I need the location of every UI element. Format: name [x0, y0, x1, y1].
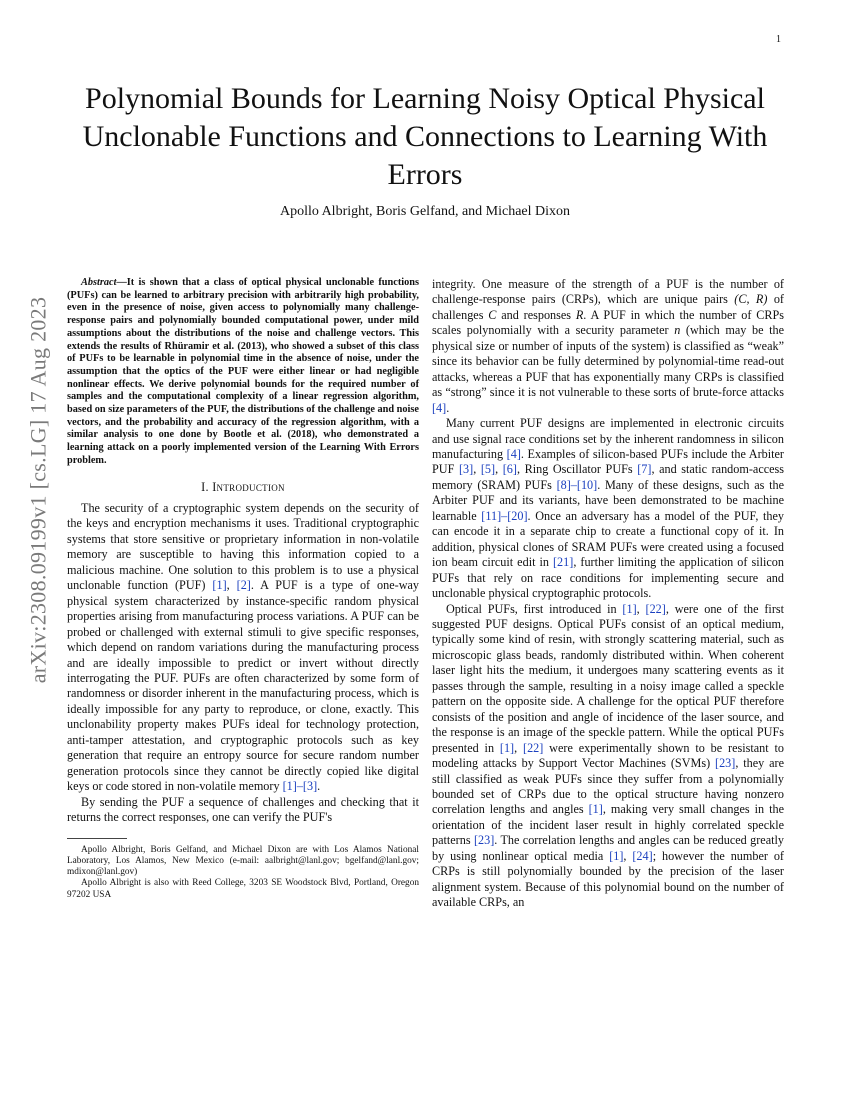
citation-link[interactable]: [8]–[10] [556, 477, 598, 492]
citation-link[interactable]: [23] [473, 833, 495, 848]
citation-link[interactable]: [1] [499, 740, 515, 755]
abstract [67, 277, 419, 468]
arxiv-identifier: arXiv:2308.09199v1 [cs.LG] 17 Aug 2023 [25, 296, 50, 684]
math-inline: C [488, 307, 497, 322]
citation-link[interactable]: [7] [637, 462, 652, 477]
citation-link[interactable]: [21] [553, 555, 574, 570]
math-inline: (C, R) [734, 292, 768, 307]
citation-link[interactable]: [3] [458, 462, 474, 477]
footnote-affiliation: Apollo Albright, Boris Gelfand, and Michael Dixon are with Los Alamos National Laboratory, Los Alamos, New Mexico (e-mail: aalbright@lanl.gov; bgelfand@lanl.gov; mdixon@lanl.gov) [67, 844, 419, 878]
citation-link[interactable]: [6] [502, 462, 517, 477]
citation-link[interactable]: [5] [480, 462, 496, 477]
right-column [432, 277, 784, 911]
author-list: Apollo Albright, Boris Gelfand, and Michael Dixon [279, 204, 571, 219]
citation-link[interactable]: [22] [523, 740, 544, 755]
body-paragraph-2: Many current PUF designs are implemented in electronic circuits and use signal race conditions set by the inherent randomness in silicon manufacturing [4]. Examples of silicon-based PUFs include the Arbiter PUF [3], [5], [6], Ring Oscillator PUFs [7], and static random-access memory (SRAM) PUFs [8]–[10]. Many of these designs, such as the Arbiter PUF and its variants, have been demonstrated to be machine learnable [11]–[20]. Once an adversary has a model of the PUF, they can encode it in a separate chip to create a functional copy of it. In addition, physical clones of SRAM PUFs were created using a focused ion beam circuit edit in [21], further limiting the application of silicon PUFs that rely on race conditions for implementing secure and unclonable physical cryptographic protocols. [432, 416, 785, 601]
math-inline: R [575, 307, 584, 322]
citation-link[interactable]: [11]–[20] [481, 508, 528, 523]
citation-link[interactable]: [1] [622, 601, 637, 616]
body-paragraph-3: Optical PUFs, first introduced in [1], [22], were one of the first suggested PUF designs. Optical PUFs consist of an optical medium, typically some kind of resin, with strongly scattering material, such as microscopic glass beads, randomly distributed within. When coherent laser light hits the medium, it undergoes many scattering events as it passes through the sample, resulting in a noisy image called a speckle pattern on the opposite side. A challenge for the optical PUF therefore consists of the position and angle of incidence of the laser source, and the response is an image of the speckle pattern. While the optical PUFs presented in [1], [22] were experimentally shown to be resistant to modeling attacks by Support Vector Machines (SVMs) [23], they are still classified as weak PUFs since they suffer from a polynomially bounded set of CRPs due to the optical structure having nonzero correlation lengths and angles [1], making very small changes in the orientation of the incident laser result in highly correlated speckle patterns [23]. The correlation lengths and angles can be reduced greatly by using nonlinear optical media [1], [24]; however the number of CRPs is still polynomially bounded by the precision of the laser alignment system. Because of this polynomial bound on the number of available CRPs, an [432, 601, 785, 910]
body-paragraph-1: integrity. One measure of the strength of a PUF is the number of challenge-response pairs (CRPs), which are unique pairs (C, R) of challenges C and responses R. A PUF in which the number of CRPs scales polynomially with a security parameter n (which may be the physical size or number of inputs of the system) is classified as “weak” since its behavior can be fully determined by polynomial-time read-out attacks, whereas a PUF that has exponentially many CRPs is classified as “strong” since it is not vulnerable to these sorts of brute-force attacks [4]. [432, 277, 785, 415]
abstract-label: Abstract [81, 277, 117, 288]
citation-link[interactable]: [4] [432, 400, 447, 415]
page-number: 1 [776, 34, 781, 45]
footnote-affiliation-2: Apollo Albright is also with Reed College, 3203 SE Woodstock Blvd, Portland, Oregon 97202 USA [67, 878, 419, 900]
citation-link[interactable]: [1]–[3] [282, 779, 318, 794]
citation-link[interactable]: [1] [212, 578, 227, 593]
math-inline: n [674, 323, 681, 338]
citation-link[interactable]: [2] [236, 578, 251, 593]
footnote-divider [67, 838, 127, 839]
paper-title: Polynomial Bounds for Learning Noisy Optical Physical Unclonable Functions and Connections to Learning With Errors [82, 82, 768, 191]
section-heading-introduction: I. Introduction [201, 479, 285, 494]
citation-link[interactable]: [1] [588, 802, 603, 817]
citation-link[interactable]: [24] [632, 848, 653, 863]
citation-link[interactable]: [4] [506, 446, 521, 461]
arxiv-identifier-margin [20, 290, 56, 690]
citation-link[interactable]: [1] [609, 848, 624, 863]
left-column [67, 277, 419, 901]
intro-paragraph-2: By sending the PUF a sequence of challenges and checking that it returns the correct responses, one can verify the PUF's [67, 794, 419, 825]
abstract-text: —It is shown that a class of optical physical unclonable functions (PUFs) can be learned to arbitrary precision with arbitrarily high probability, even in the presence of noise, given access to polynomially many challenge-response pairs and polynomially bounded computational power, under mild assumptions about the distributions of the noise and challenge vectors. This extends the results of Rhüramir et al. (2013), who showed a subset of this class of PUFs to be learnable in polynomial time in the absence of noise, under the assumption that the optics of the PUF were either linear or had negligible nonlinear effects. We derive polynomial bounds for the required number of samples and the computational complexity of a linear regression algorithm, based on size parameters of the PUF, the distributions of the challenge and noise vectors, and the probability and accuracy of the regression algorithm, with a similar analysis to one done by Bootle et al. (2018), who demonstrated a learning attack on a poorly implemented version of the Learning With Errors problem. [67, 277, 419, 466]
citation-link[interactable]: [22] [645, 601, 666, 616]
intro-paragraph-1: The security of a cryptographic system depends on the security of the keys and encryption mechanisms it uses. Traditional cryptographic systems that store sensitive or proprietary information in non-volatile memory are susceptible to having this information copied to a malicious machine. One solution to this problem is to use a physical unclonable function (PUF) [1], [2]. A PUF is a type of one-way physical system characterized by instance-specific random physical properties arising from manufacturing process variations. A PUF can be probed or challenged with external stimuli to give specific responses, which depend on random variations during the manufacturing process and are ideally impossible to predict or invert without directly interrogating the PUF. PUFs are often characterized by some form of randomness or disorder inherent in the manufacturing process, which is ideally impossible for any party to reproduce, or clone, exactly. This unclonability property makes PUFs ideal for technology protection, anti-tamper attestation, and cryptographic protocols such as key generation that require an entropy source for secure random number generation protocols since they cannot be directly copied like digital keys or code stored in non-volatile memory [1]–[3]. [67, 501, 420, 794]
citation-link[interactable]: [23] [715, 756, 736, 771]
